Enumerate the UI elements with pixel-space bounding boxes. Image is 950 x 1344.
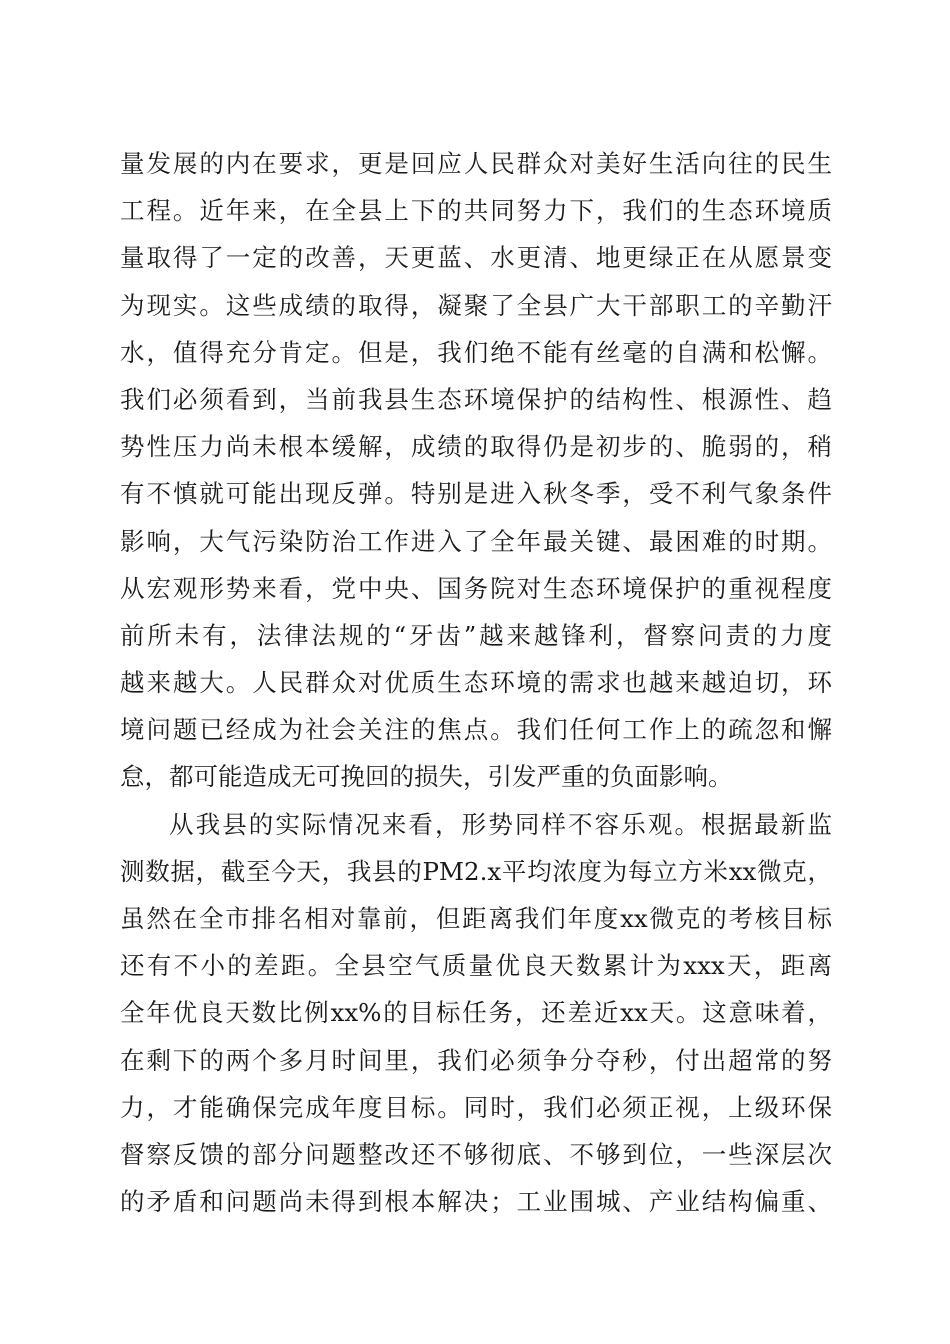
text-line: 的矛盾和问题尚未得到根本解决；工业围城、产业结构偏重、 xyxy=(120,1187,832,1217)
text-line: 测数据，截至今天，我县的PM2.x平均浓度为每立方米xx微克， xyxy=(120,856,832,886)
text-line: 为现实。这些成绩的取得，凝聚了全县广大干部职工的辛勤汗 xyxy=(120,290,832,320)
text-line: 影响，大气污染防治工作进入了全年最关键、最困难的时期。 xyxy=(120,526,832,556)
paragraph-2 xyxy=(120,801,832,1226)
text-line: 督察反馈的部分问题整改还不够彻底、不够到位，一些深层次 xyxy=(120,1139,832,1169)
text-line: 从宏观形势来看，党中央、国务院对生态环境保护的重视程度 xyxy=(120,573,832,603)
document-body xyxy=(120,140,832,1225)
paragraph-1 xyxy=(120,140,832,801)
text-line: 势性压力尚未根本缓解，成绩的取得仍是初步的、脆弱的，稍 xyxy=(120,432,832,462)
text-line: 水，值得充分肯定。但是，我们绝不能有丝毫的自满和松懈。 xyxy=(120,337,832,367)
text-line: 力，才能确保完成年度目标。同时，我们必须正视，上级环保 xyxy=(120,1092,832,1122)
text-line: 有不慎就可能出现反弹。特别是进入秋冬季，受不利气象条件 xyxy=(120,479,832,509)
text-line: 还有不小的差距。全县空气质量优良天数累计为xxx天，距离 xyxy=(120,951,832,981)
text-line: 我们必须看到，当前我县生态环境保护的结构性、根源性、趋 xyxy=(120,384,832,414)
text-line: 虽然在全市排名相对靠前，但距离我们年度xx微克的考核目标 xyxy=(120,904,832,933)
text-line: 全年优良天数比例xx%的目标任务，还差近xx天。这意味着， xyxy=(120,998,832,1028)
text-line: 越来越大。人民群众对优质生态环境的需求也越来越迫切，环 xyxy=(120,668,832,698)
text-line: 量发展的内在要求，更是回应人民群众对美好生活向往的民生 xyxy=(120,149,832,178)
text-line: 怠，都可能造成无可挽回的损失，引发严重的负面影响。 xyxy=(120,762,733,792)
text-line: 在剩下的两个多月时间里，我们必须争分夺秒，付出超常的努 xyxy=(120,1045,832,1075)
text-line: 境问题已经成为社会关注的焦点。我们任何工作上的疏忽和懈 xyxy=(120,715,832,745)
text-line: 从我县的实际情况来看，形势同样不容乐观。根据最新监 xyxy=(169,809,832,839)
text-line: 前所未有，法律法规的“牙齿”越来越锋利，督察问责的力度 xyxy=(120,620,832,650)
text-line: 量取得了一定的改善，天更蓝、水更清、地更绿正在从愿景变 xyxy=(120,243,832,273)
text-line: 工程。近年来，在全县上下的共同努力下，我们的生态环境质 xyxy=(120,196,832,226)
